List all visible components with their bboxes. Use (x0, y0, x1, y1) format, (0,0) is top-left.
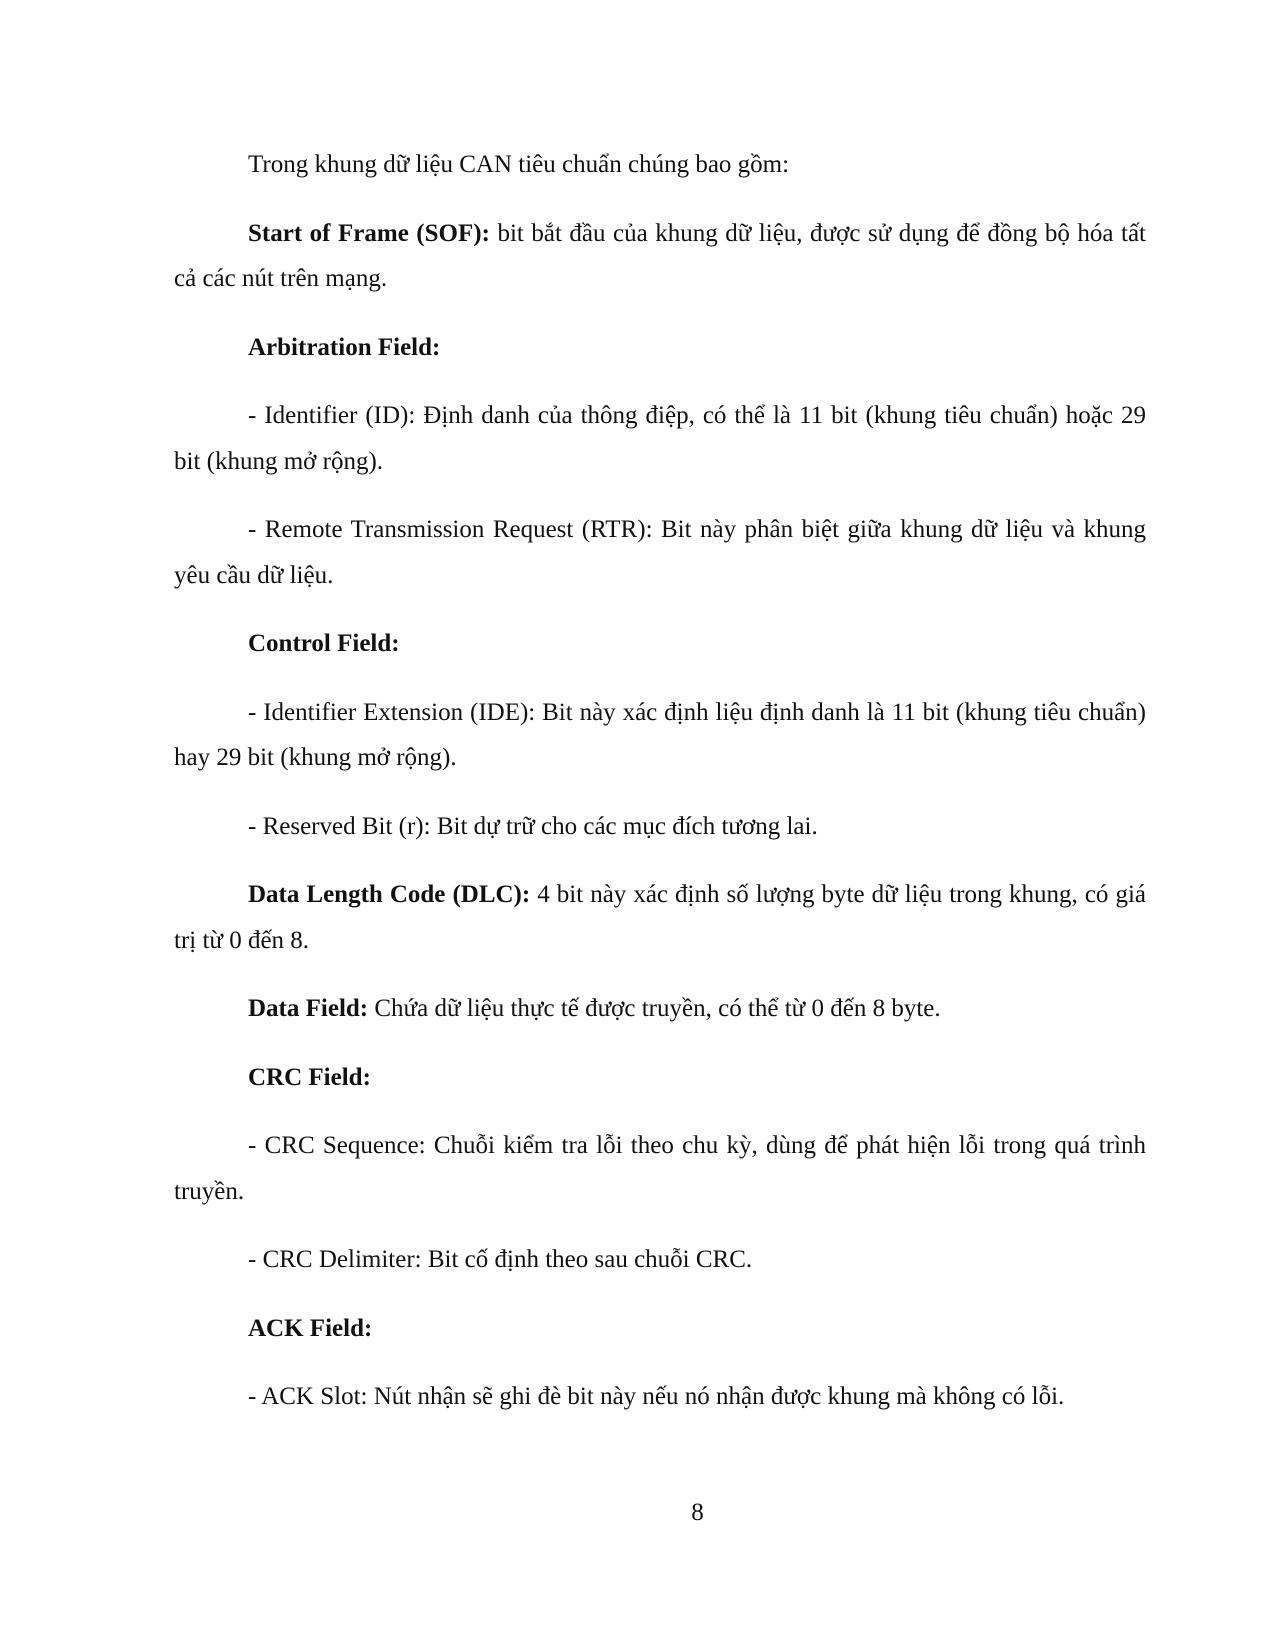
paragraph-text: Chứa dữ liệu thực tế được truyền, có thể từ 0 đến 8 byte. (368, 995, 941, 1022)
identifier-paragraph (174, 393, 1146, 484)
control-field-heading: Control Field: (248, 630, 400, 657)
paragraph-text: bit bắt đầu của khung dữ liệu, được sử dụng để đồng bộ hóa tất cả các nút trên mạng. (174, 219, 1146, 292)
ack-slot-paragraph (174, 1374, 1146, 1420)
data-field-paragraph (174, 986, 1146, 1032)
paragraph-text: Trong khung dữ liệu CAN tiêu chuẩn chúng bao gồm: (248, 151, 790, 178)
rtr-paragraph (174, 507, 1146, 598)
ide-paragraph (174, 690, 1146, 781)
document-body (174, 142, 1146, 1443)
sof-paragraph (174, 211, 1146, 302)
paragraph-text: - Remote Transmission Request (RTR): Bit này phân biệt giữa khung dữ liệu và khung yêu cầu dữ liệu. (174, 516, 1146, 589)
arbitration-field-heading-paragraph (174, 325, 1146, 371)
crc-sequence-paragraph (174, 1123, 1146, 1214)
ack-field-heading: ACK Field: (248, 1314, 373, 1342)
paragraph-text: - Identifier Extension (IDE): Bit này xác định liệu định danh là 11 bit (khung tiêu chuẩn) hay 29 bit (khung mở rộng). (174, 698, 1146, 771)
paragraph-text: - CRC Delimiter: Bit cố định theo sau chuỗi CRC. (248, 1246, 753, 1273)
page-number: 8 (691, 1499, 704, 1526)
arbitration-field-heading: Arbitration Field: (248, 333, 441, 361)
paragraph-text: - CRC Sequence: Chuỗi kiểm tra lỗi theo chu kỳ, dùng để phát hiện lỗi trong quá trình truyền. (174, 1132, 1146, 1205)
sof-heading: Start of Frame (SOF): (248, 219, 490, 247)
crc-field-heading: CRC Field: (248, 1063, 371, 1091)
dlc-heading: Data Length Code (DLC): (248, 881, 531, 908)
dlc-paragraph (174, 872, 1146, 963)
ack-field-heading-paragraph (174, 1306, 1146, 1352)
reserved-bit-paragraph (174, 804, 1146, 850)
data-field-heading: Data Field: (248, 995, 369, 1022)
control-field-heading-paragraph (174, 621, 1146, 667)
paragraph-text: - Identifier (ID): Định danh của thông điệp, có thể là 11 bit (khung tiêu chuẩn) hoặc 29 bit (khung mở rộng). (174, 402, 1146, 475)
paragraph-text: - ACK Slot: Nút nhận sẽ ghi đè bit này nếu nó nhận được khung mà không có lỗi. (248, 1383, 1065, 1410)
paragraph-text: - Reserved Bit (r): Bit dự trữ cho các mục đích tương lai. (248, 812, 818, 840)
paragraph-text: 4 bit này xác định số lượng byte dữ liệu trong khung, có giá trị từ 0 đến 8. (174, 881, 1146, 954)
crc-field-heading-paragraph (174, 1055, 1146, 1101)
crc-delimiter-paragraph (174, 1237, 1146, 1283)
intro-paragraph (174, 142, 1146, 188)
